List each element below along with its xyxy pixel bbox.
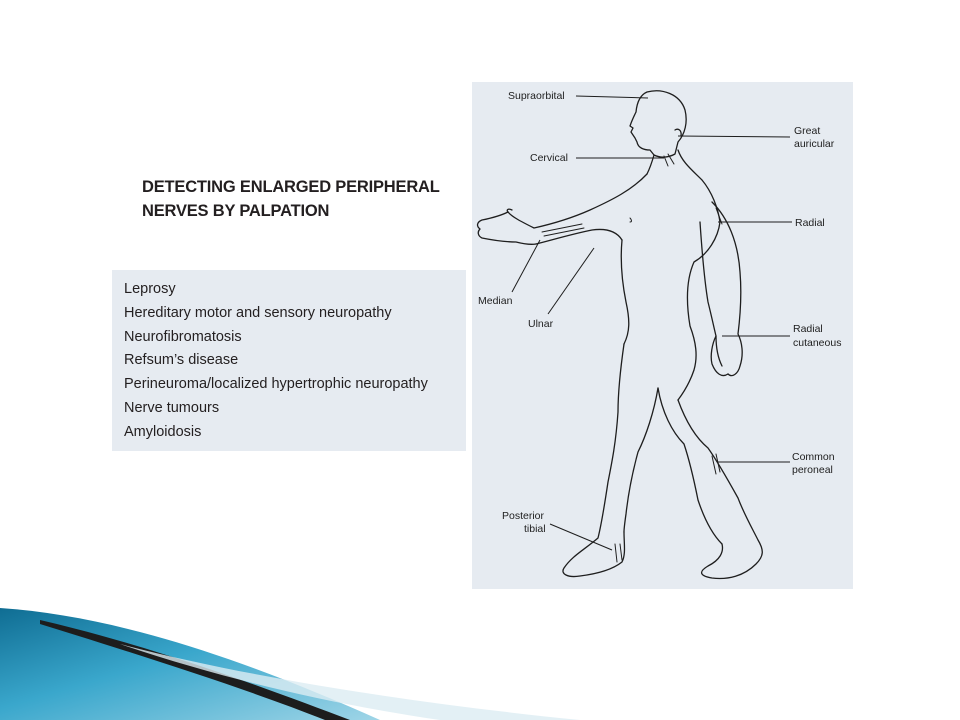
posterior-tibial-leader bbox=[550, 524, 612, 550]
supraorbital-leader bbox=[576, 96, 648, 98]
label-ulnar: Ulnar bbox=[528, 318, 554, 330]
head-outline bbox=[630, 91, 686, 157]
back-leg-outer bbox=[678, 400, 762, 578]
title-line-2: NERVES BY PALPATION bbox=[142, 202, 330, 220]
label-radial-cutaneous-1: Radial bbox=[793, 323, 823, 335]
hand-outline bbox=[478, 212, 536, 244]
conditions-list bbox=[112, 270, 466, 445]
great-auricular-leader bbox=[678, 136, 790, 137]
nipple bbox=[630, 218, 632, 222]
label-cervical: Cervical bbox=[530, 152, 568, 164]
arm-upper-edge bbox=[508, 174, 647, 228]
front-leg-outer bbox=[563, 344, 625, 577]
label-radial-cutaneous-2: cutaneous bbox=[793, 337, 842, 349]
nerve-figure-panel bbox=[472, 82, 853, 589]
median-leader bbox=[512, 240, 540, 292]
conditions-list-box bbox=[112, 270, 466, 451]
back-hand-finger bbox=[716, 336, 722, 366]
list-item: Perineuroma/localized hypertrophic neuropathy bbox=[124, 376, 428, 393]
back-leg-inner bbox=[658, 388, 722, 544]
thumb bbox=[507, 209, 512, 212]
label-common-peroneal-1: Common bbox=[792, 451, 835, 463]
torso-back bbox=[678, 222, 720, 400]
slide-title bbox=[142, 175, 462, 223]
label-supraorbital: Supraorbital bbox=[508, 90, 565, 102]
leader-lines bbox=[512, 96, 792, 550]
list-item: Hereditary motor and sensory neuropathy bbox=[124, 304, 392, 321]
label-median: Median bbox=[478, 295, 513, 307]
list-item: Nerve tumours bbox=[124, 399, 220, 416]
tibial-nerve-marks bbox=[615, 544, 622, 562]
body-outline bbox=[478, 91, 763, 579]
torso-front bbox=[621, 240, 629, 344]
body-outline-illustration bbox=[472, 82, 853, 589]
list-item: Neurofibromatosis bbox=[124, 328, 242, 345]
slide-bottom-decoration bbox=[0, 600, 960, 720]
label-great-auricular-2: auricular bbox=[794, 138, 835, 150]
back-line bbox=[678, 150, 720, 222]
ear bbox=[675, 129, 681, 136]
label-posterior-tibial-1: Posterior bbox=[502, 510, 545, 522]
ulnar-leader bbox=[548, 248, 594, 314]
arm-lower-edge bbox=[536, 229, 622, 244]
title-line-1: DETECTING ENLARGED PERIPHERAL bbox=[142, 178, 440, 196]
list-item: Amyloidosis bbox=[124, 423, 202, 440]
list-item: Leprosy bbox=[124, 281, 176, 297]
label-radial: Radial bbox=[795, 217, 825, 229]
label-posterior-tibial-2: tibial bbox=[524, 523, 546, 535]
front-leg-inner bbox=[624, 388, 658, 532]
label-great-auricular-1: Great bbox=[794, 125, 821, 137]
arm-nerve-marks bbox=[542, 224, 584, 236]
back-arm-inner bbox=[700, 222, 728, 376]
label-common-peroneal-2: peroneal bbox=[792, 464, 833, 476]
list-item: Refsum’s disease bbox=[124, 352, 239, 369]
